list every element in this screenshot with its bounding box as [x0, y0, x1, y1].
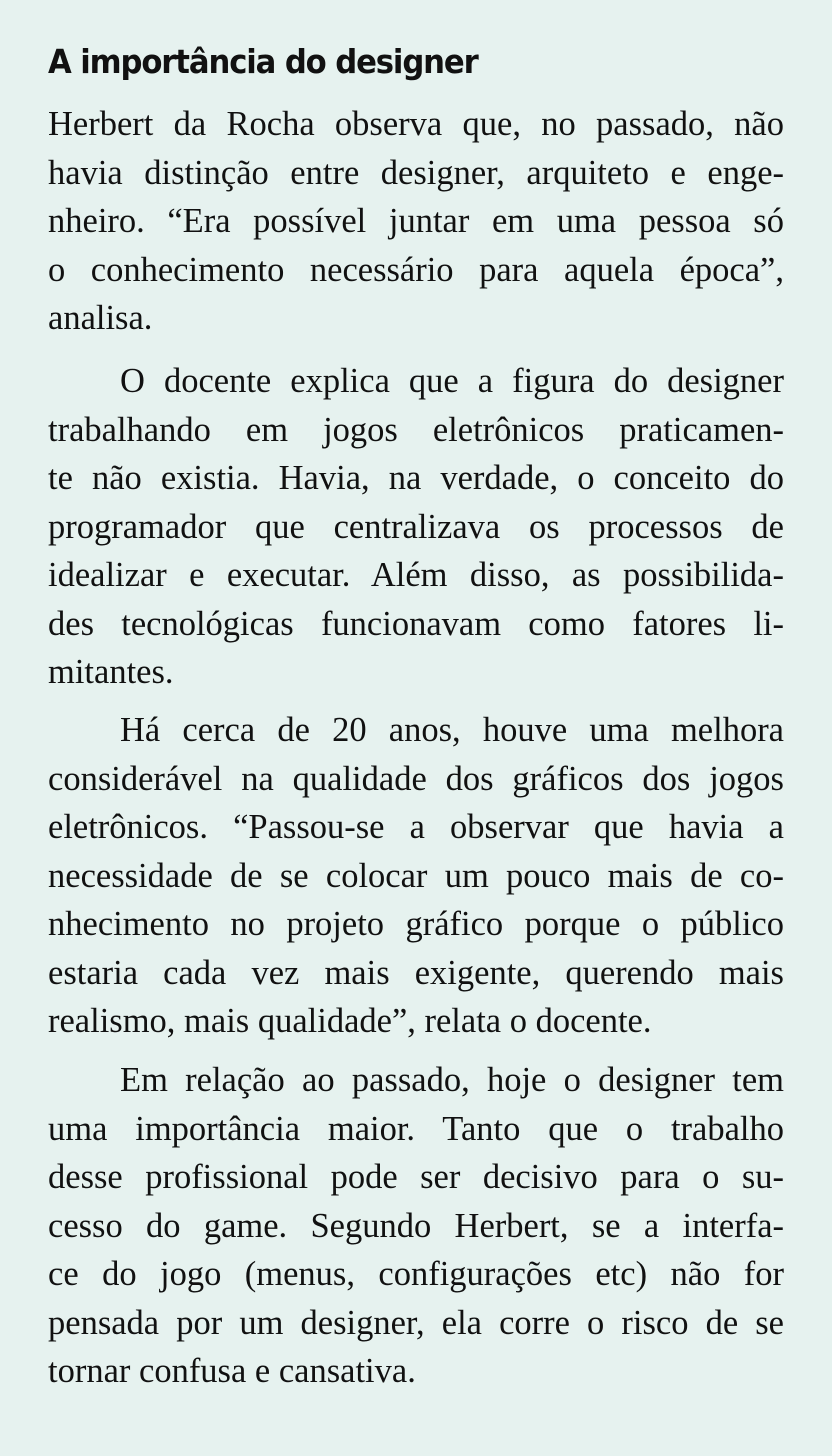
text-line: des tecnológicas funcionavam como fatores li-: [48, 604, 784, 643]
text-line: te não existia. Havia, na verdade, o conceito do: [48, 459, 784, 497]
text-line: considerável na qualidade dos gráficos dos jogos: [48, 759, 784, 798]
text-line: trabalhando em jogos eletrônicos praticamen-: [48, 410, 784, 449]
text-line: O docente explica que a figura do designer: [120, 362, 784, 400]
text-line: realismo, mais qualidade”, relata o docente.: [48, 1002, 652, 1040]
paragraph-4: [48, 1056, 784, 1396]
text-line: eletrônicos. “Passou-se a observar que havia a: [48, 808, 784, 846]
text-line: analisa.: [48, 299, 153, 337]
text-line: desse profissional pode ser decisivo para o su-: [48, 1158, 784, 1196]
text-line: Em relação ao passado, hoje o designer tem: [120, 1061, 784, 1099]
text-line: ce do jogo (menus, configurações etc) não for: [48, 1255, 784, 1293]
paragraph-1: [48, 100, 784, 343]
text-line: idealizar e executar. Além disso, as possibilida-: [48, 556, 784, 594]
text-line: Herbert da Rocha observa que, no passado, não: [48, 105, 784, 143]
text-line: nheiro. “Era possível juntar em uma pessoa só: [48, 202, 784, 240]
text-line: necessidade de se colocar um pouco mais de co-: [48, 856, 784, 895]
paragraph-3: [48, 706, 784, 1046]
text-line: o conhecimento necessário para aquela época”,: [48, 250, 784, 289]
text-line: estaria cada vez mais exigente, querendo mais: [48, 953, 784, 992]
text-line: programador que centralizava os processos de: [48, 507, 784, 546]
text-line: uma importância maior. Tanto que o trabalho: [48, 1109, 784, 1148]
text-line: Há cerca de 20 anos, houve uma melhora: [120, 711, 784, 749]
text-line: tornar confusa e cansativa.: [48, 1352, 416, 1390]
article-title: A importância do designer: [48, 42, 478, 81]
text-line: havia distinção entre designer, arquiteto e enge-: [48, 153, 784, 192]
text-line: mitantes.: [48, 653, 174, 691]
text-line: cesso do game. Segundo Herbert, se a interfa-: [48, 1206, 784, 1245]
paragraph-2: [48, 357, 784, 697]
text-line: pensada por um designer, ela corre o risco de se: [48, 1303, 784, 1342]
text-line: nhecimento no projeto gráfico porque o público: [48, 905, 784, 943]
